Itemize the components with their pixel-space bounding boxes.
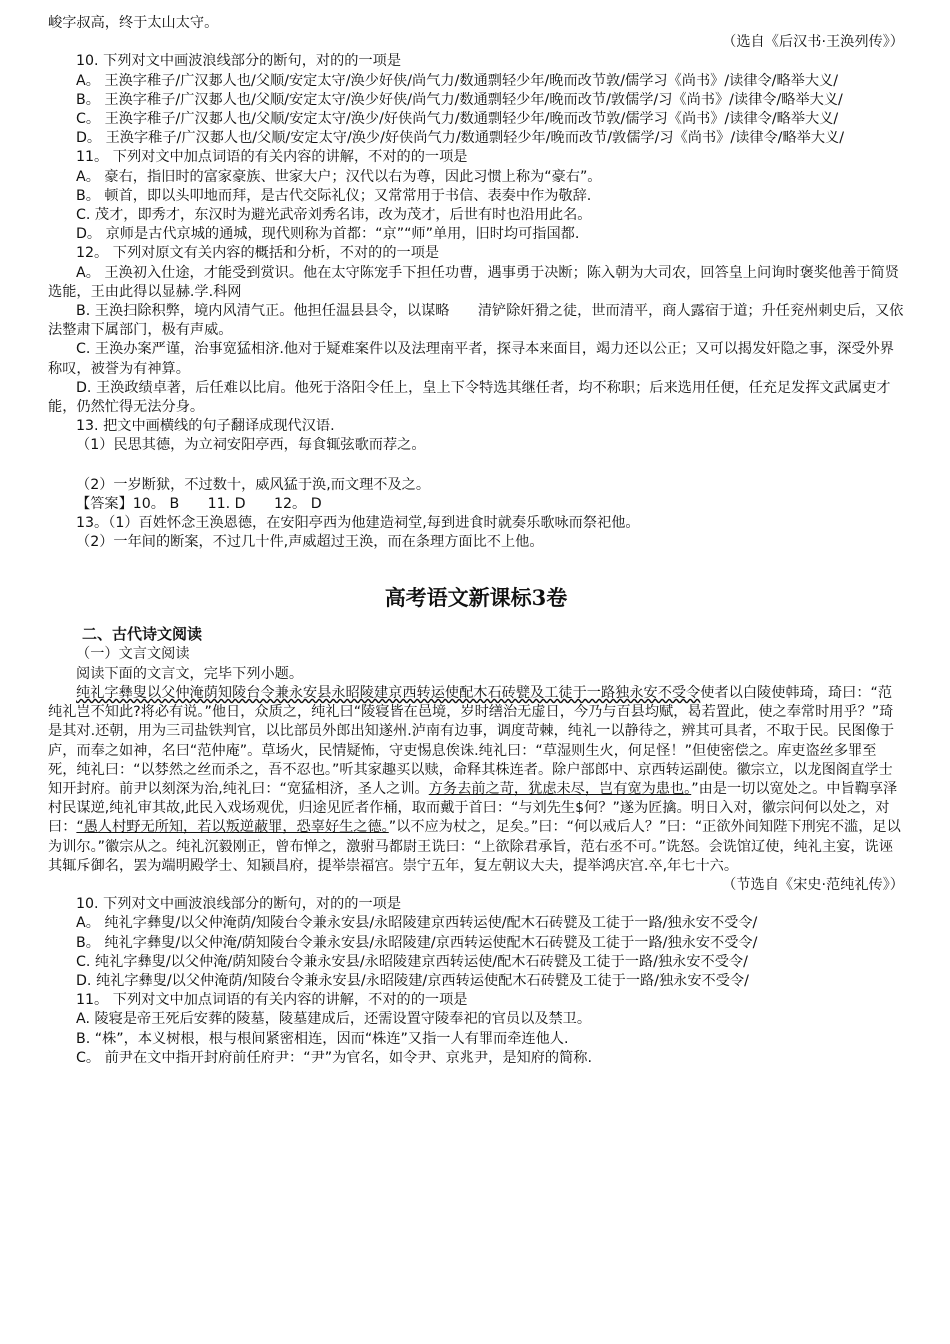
- answer-key-line-3: （2）一年间的断案，不过几十件,声威超过王涣，而在条理方面比不上他。: [76, 534, 544, 551]
- passage-text-3: ”以不应为杖之，足矣。”曰：“何以戒后人？”曰：“正欲外间知陛下刑宪不滥，足以为训尔。”徽宗从之。纯礼沉毅刚正，曾布惮之，激驸马都尉王诜曰：“上欲除君承旨，范右丞不可。”诜怒。会诜馆辽使，纯礼主宴，诜诬其辄斥御名，罢为端明殿学士、知颍昌府，提举崇福宫。崇宁五年，复左朝议大夫，提举鸿庆宫.卒,年七十六。: [48, 819, 901, 874]
- question-10-option-c: C。 王涣字稚子/广汉郪人也/父顺/安定太守/涣少/好侠尚气力/数通剽轻少年/晚而改节敦/儒学习《尚书》/读律令/略举大义/: [76, 111, 839, 128]
- passage-text-2: ”由是一切以宽处之。中旨鞫享泽村民谋逆,纯礼审其故,此民入戏场观优，归途见匠者作桶，取而戴于首曰：“与刘先生$何？”遂为匠擒。明日入对，徽宗问何以处之，对曰：: [48, 780, 898, 836]
- underlined-sentence-1: 方务去前之苛，犹虑未尽，岂有宽为患也。: [428, 780, 692, 797]
- question-12-option-a: A。 王涣初入仕途，才能受到赏识。他在太守陈宠手下担任功曹，遇事勇于决断；陈入朝为大司农，回答皇上问询时褒奖他善于简贤选能，王由此得以显赫.学.科网: [48, 264, 899, 300]
- part2-question-11-option-a: A. 陵寝是帝王死后安葬的陵墓，陵墓建成后，还需设置守陵奉祀的官员以及禁卫。: [76, 1011, 592, 1028]
- question-10-stem: 10. 下列对文中画波浪线部分的断句，对的的一项是: [76, 53, 402, 70]
- exam-title: 高考语文新课标3卷: [384, 585, 568, 611]
- question-13-stem: 13. 把文中画横线的句子翻译成现代汉语.: [76, 418, 335, 435]
- question-11-option-a: A。 豪右，指旧时的富家豪族、世家大户；汉代以右为尊，因此习惯上称为“豪右”。: [76, 168, 602, 185]
- question-13-sentence-1: （1）民思其德，为立祠安阳亭西，每食辄弦歌而荐之。: [76, 437, 426, 454]
- passage-tail-line: 峻字叔高，终于太山太守。: [48, 15, 219, 31]
- question-12-option-b: B. 王涣扫除积弊，境内风清气正。他担任温县县令，以谋略 清铲除奸猾之徒，世而清平，商人露宿于道；升任兖州刺史后，又依法整肃下属部门，极有声威。: [48, 303, 904, 339]
- part2-question-11-stem: 11。 下列对文中加点词语的有关内容的讲解，不对的的一项是: [76, 992, 468, 1009]
- question-12-option-c: C. 王涣办案严谨，治事宽猛相济.他对于疑难案件以及法理南平者，探寻本来面目，竭力还以公正；又可以揭发奸隐之事，深受外界称叹，被誉为有神算。: [48, 341, 894, 377]
- source-citation: （选自《后汉书·王涣列传》）: [722, 34, 904, 51]
- part2-question-10-option-a: A。 纯礼字彝叟/以父仲淹荫/知陵台令兼永安县/永昭陵建京西转运使/配木石砖甓及工徒于一路/独永安不受令/: [76, 915, 758, 932]
- passage-source-citation: （节选自《宋史·范纯礼传》）: [722, 876, 904, 893]
- question-11-option-d: D。 京师是古代京城的通城，现代则称为首都：“京”“师”单用，旧时均可指国都.: [76, 226, 580, 243]
- question-10-option-a: A。 王涣字稚子/广汉郪人也/父顺/安定太守/涣少好侠/尚气力/数通剽轻少年/晚而改节敦/儒学习《尚书》/读律令/略举大义/: [76, 72, 838, 89]
- part2-question-10-stem: 10. 下列对文中画波浪线部分的断句，对的的一项是: [76, 896, 402, 913]
- part2-question-10-option-c: C. 纯礼字彝叟/以父仲淹/荫知陵台令兼永安县/永昭陵建京西转运使/配木石砖甓及工徒于一路/独永安不受令/: [76, 953, 748, 970]
- spacer: [48, 552, 904, 578]
- answer-key-line-2: 13。（1）百姓怀念王涣恩德，在安阳亭西为他建造祠堂,每到进食时就奏乐歌咏而祭祀他。: [76, 515, 640, 532]
- question-11-option-c: C. 茂才，即秀才，东汉时为避光武帝刘秀名讳，改为茂才，后世有时也沿用此名。: [76, 207, 592, 224]
- section-heading: 二、古代诗文阅读: [82, 625, 203, 644]
- question-11-option-b: B。 顿首，即以头叩地而拜，是古代交际礼仪；又常常用于书信、表奏中作为敬辞.: [76, 187, 592, 204]
- part2-question-10-option-d: D. 纯礼字彝叟/以父仲淹荫/知陵台令兼永安县/永昭陵建/京西转运使配木石砖甓及工徒于一路/独永安不受令/: [76, 972, 749, 989]
- document-page: [48, 14, 904, 1068]
- passage-text-1: 使者以白陵使韩琦，琦曰：“范纯礼岂不知此?将必有说。”他日，众质之，纯礼曰“陵寝皆在邑境，岁时缮治无虚日，今乃与百县均赋，曷若置此，使之奉常时用乎？”琦是其对.还朝，用为三司盐铁判官，以比部员外郎出知遂州.泸南有边事，调度苛棘，纯礼一以静待之，辨其可具者，不取于民。民图像于庐，而奉之如神，名曰“范仲庵”。草场火，民情疑怖，守吏惕息俟诛.纯礼曰：“草湿则生火，何足怪！”但使密偿之。库吏盗丝多罪至死，纯礼曰：“以棼然之丝而杀之，吾不忍也。”听其家趣买以赎，命释其株连者。除户部郎中、京西转运副使。徽宗立，以龙图阁直学士知开封府。前尹以刻深为治,纯礼曰：“宽猛相济，圣人之训。: [48, 684, 895, 797]
- question-13-sentence-2: （2）一岁断狱，不过数十，威风猛于涣,而文理不及之。: [76, 476, 431, 493]
- part2-question-10-option-b: B。 纯礼字彝叟/以父仲淹/荫知陵台令兼永安县/永昭陵建/京西转运使配木石砖甓及工徒于一路/独永安不受令/: [76, 934, 758, 951]
- wavy-underlined-text: 纯礼字彝叟以父仲淹荫知陵台令兼永安县永昭陵建京西转运使配木石砖甓及工徒于一路独永安不受令: [76, 684, 701, 701]
- question-10-option-d: D。 王涣字稚子/广汉郪人也/父顺/安定太守/涣少/好侠尚气力/数通剽轻少年/晚而改节/敦儒学/习《尚书》/读律令/略举大义/: [76, 130, 844, 147]
- question-12-stem: 12。 下列对原文有关内容的概括和分析，不对的的一项是: [76, 245, 440, 262]
- underlined-sentence-2: “愚人村野无所知，若以叛逆蔽罪，恐辜好生之德。: [76, 819, 389, 836]
- part2-question-11-option-b: B. “株”，本义树根，根与根间紧密相连，因而“株连”又指一人有罪而牵连他人.: [76, 1030, 569, 1047]
- reading-instruction: 阅读下面的文言文，完毕下列小题。: [76, 665, 304, 682]
- question-11-stem: 11。 下列对文中加点词语的有关内容的讲解，不对的的一项是: [76, 149, 468, 166]
- spacer: [48, 456, 904, 476]
- answer-key-line-1: 【答案】10。 B 11. D 12。 D: [76, 495, 322, 512]
- question-12-option-d: D. 王涣政绩卓著，后任难以比肩。他死于洛阳令任上，皇上下令特选其继任者，均不称职；后来选用任便，任充足发挥文武属吏才能，仍然忙得无法分身。: [48, 379, 891, 416]
- subsection-heading: （一）文言文阅读: [76, 646, 190, 663]
- part2-question-11-option-c: C。 前尹在文中指开封府前任府尹：“尹”为官名，如令尹、京兆尹，是知府的简称.: [76, 1049, 593, 1066]
- classical-passage: [48, 684, 904, 876]
- question-10-option-b: B。 王涣字稚子/广汉郪人也/父顺/安定太守/涣少好侠/尚气力/数通剽轻少年/晚而改节/敦儒学/习《尚书》/读律令/略举大义/: [76, 91, 843, 108]
